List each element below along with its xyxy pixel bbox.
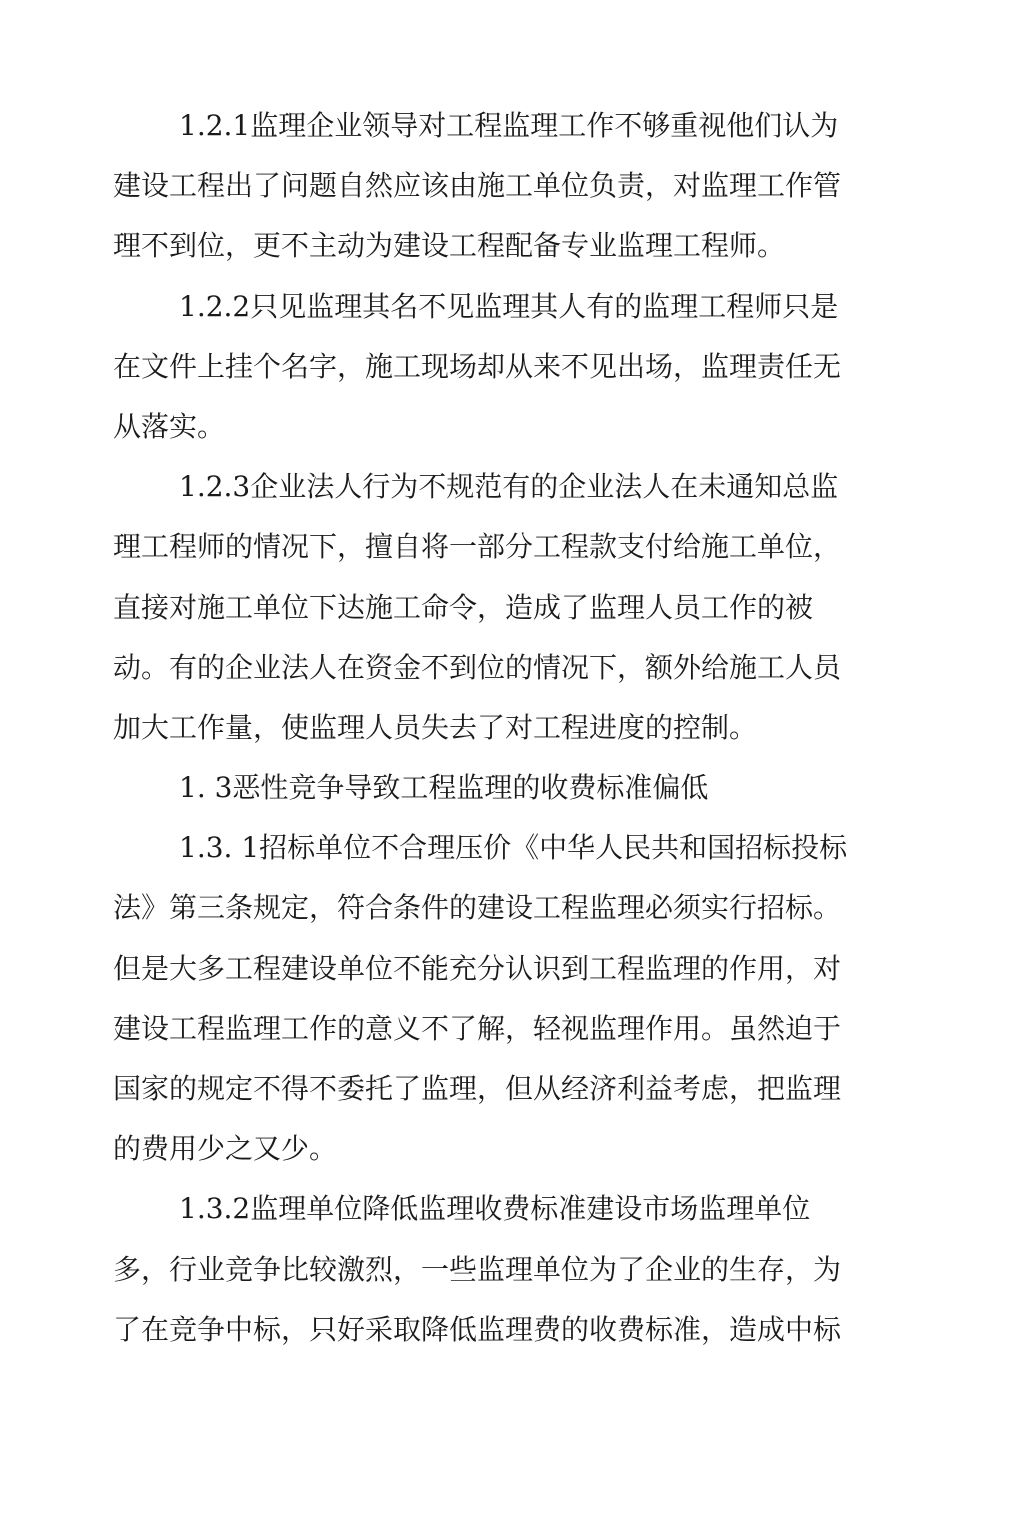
- paragraph-1-2-3-line-2: 理工程师的情况下，擅自将一部分工程款支付给施工单位，: [113, 530, 842, 564]
- paragraph-1-3-1-line-2: 法》第三条规定，符合条件的建设工程监理必须实行招标。: [113, 891, 842, 925]
- paragraph-1-2-1-line-1: 1.2.1监理企业领导对工程监理工作不够重视他们认为: [179, 109, 839, 142]
- paragraph-1-2-3-line-4: 动。有的企业法人在资金不到位的情况下，额外给施工人员: [113, 650, 842, 684]
- paragraph-1-2-2-line-1: 1.2.2只见监理其名不见监理其人有的监理工程师只是: [179, 289, 839, 323]
- paragraph-1-3-1-line-5: 国家的规定不得不委托了监理，但从经济利益考虑，把监理: [113, 1072, 842, 1105]
- paragraph-1-2-3-line-3: 直接对施工单位下达施工命令，造成了监理人员工作的被: [113, 590, 814, 624]
- paragraph-1-2-1-line-2: 建设工程出了问题自然应该由施工单位负责，对监理工作管: [113, 169, 842, 203]
- paragraph-1-2-3-line-1: 1.2.3企业法人行为不规范有的企业法人在未通知总监: [179, 470, 839, 504]
- paragraph-1-3-2-line-3: 了在竞争中标，只好采取降低监理费的收费标准，造成中标: [113, 1312, 842, 1346]
- body-text: [113, 96, 873, 1360]
- paragraph-1-3-1-line-1: 1.3. 1招标单位不合理压价《中华人民共和国招标投标: [179, 831, 848, 865]
- paragraph-1-3-2-line-2: 多，行业竞争比较激烈，一些监理单位为了企业的生存，为: [113, 1252, 842, 1286]
- paragraph-1-2-2-line-3: 从落实。: [113, 409, 226, 443]
- paragraph-1-2-1-line-3: 理不到位，更不主动为建设工程配备专业监理工程师。: [113, 229, 786, 263]
- paragraph-1-3-2-line-1: 1.3.2监理单位降低监理收费标准建设市场监理单位: [179, 1192, 811, 1226]
- section-heading-1-3: 1. 3恶性竞争导致工程监理的收费标准偏低: [179, 771, 709, 805]
- paragraph-1-3-1-line-4: 建设工程监理工作的意义不了解，轻视监理作用。虽然迫于: [113, 1011, 842, 1045]
- paragraph-1-3-1-line-6: 的费用少之又少。: [113, 1132, 338, 1166]
- paragraph-1-3-1-line-3: 但是大多工程建设单位不能充分认识到工程监理的作用，对: [113, 951, 842, 985]
- paragraph-1-2-2-line-2: 在文件上挂个名字，施工现场却从来不见出场，监理责任无: [113, 349, 842, 383]
- paragraph-1-2-3-line-5: 加大工作量，使监理人员失去了对工程进度的控制。: [113, 710, 758, 744]
